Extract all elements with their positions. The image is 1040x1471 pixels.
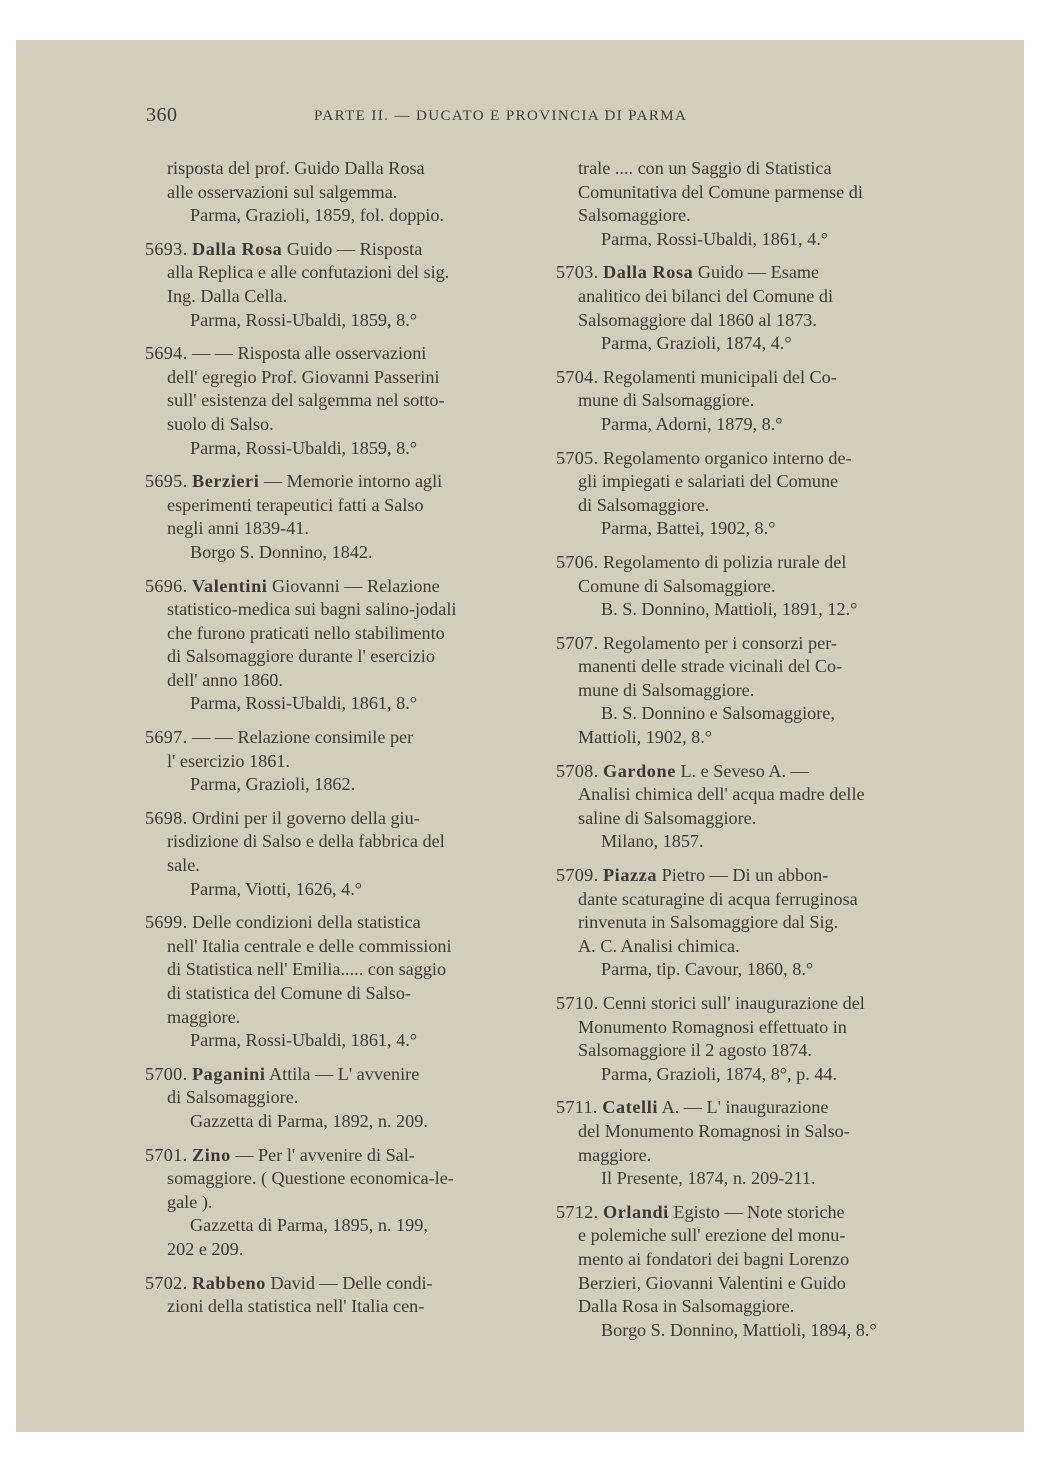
entry-number: 5698. bbox=[145, 807, 188, 828]
entry-text: Salsomaggiore. bbox=[578, 205, 691, 226]
entry-line bbox=[556, 551, 945, 575]
entry-number: 5710. bbox=[556, 993, 599, 1013]
entry-number: 5696. bbox=[145, 575, 188, 596]
entry-text: Giovanni — Relazione bbox=[272, 575, 440, 596]
entry-imprint: Parma, Battei, 1902, 8.° bbox=[601, 518, 776, 539]
entry-number: 5712. bbox=[556, 1201, 599, 1222]
entry-author: Zino bbox=[191, 1144, 231, 1165]
entry-line bbox=[145, 830, 530, 854]
catalog-entry bbox=[556, 366, 945, 437]
entry-line bbox=[556, 1016, 945, 1040]
entry-author: Gardone bbox=[602, 760, 676, 781]
entry-line bbox=[556, 261, 945, 285]
catalog-entry bbox=[556, 1201, 945, 1343]
entry-imprint: Borgo S. Donnino, 1842. bbox=[190, 541, 373, 562]
entry-text: Berzieri, Giovanni Valentini e Guido bbox=[578, 1272, 846, 1293]
entry-imprint: Parma, Rossi-Ubaldi, 1861, 8.° bbox=[190, 693, 418, 714]
catalog-entry bbox=[145, 575, 530, 717]
entry-line bbox=[556, 632, 945, 656]
entry-number: 5694. bbox=[145, 343, 188, 364]
entry-line bbox=[556, 1096, 945, 1120]
entry-line bbox=[556, 470, 945, 494]
entry-line bbox=[145, 1191, 530, 1215]
entry-text: alle osservazioni sul salgemma. bbox=[167, 181, 398, 202]
entry-imprint: 202 e 209. bbox=[167, 1238, 244, 1259]
entry-line bbox=[145, 645, 530, 669]
entry-text: Delle condizioni della statistica bbox=[191, 912, 421, 933]
entry-line bbox=[145, 982, 530, 1006]
entry-line bbox=[145, 1272, 530, 1296]
entry-line bbox=[145, 261, 530, 285]
entry-text: Monumento Romagnosi effettuato in bbox=[578, 1016, 847, 1037]
entry-text: Attila — L' avvenire bbox=[269, 1063, 420, 1084]
entry-line bbox=[145, 470, 530, 494]
entry-text: Comunitativa del Comune parmense di bbox=[578, 181, 863, 202]
entry-text: Regolamento di polizia rurale del bbox=[602, 551, 847, 572]
catalog-entry bbox=[556, 157, 945, 251]
entry-imprint: B. S. Donnino, Mattioli, 1891, 12.° bbox=[601, 599, 858, 620]
entry-line bbox=[145, 366, 530, 390]
entry-line bbox=[145, 413, 530, 437]
entry-line bbox=[145, 389, 530, 413]
entry-text: sale. bbox=[167, 855, 200, 876]
entry-line bbox=[145, 598, 530, 622]
catalog-entry bbox=[556, 1096, 945, 1190]
catalog-entry bbox=[145, 342, 530, 460]
entry-text: Analisi chimica dell' acqua madre delle bbox=[578, 784, 865, 805]
entry-line bbox=[145, 669, 530, 693]
entry-line bbox=[556, 760, 945, 784]
entry-line bbox=[556, 575, 945, 599]
right-column bbox=[556, 157, 945, 1352]
entry-line bbox=[145, 494, 530, 518]
entry-imprint: Parma, Grazioli, 1859, fol. doppio. bbox=[190, 205, 445, 226]
entry-text: che furono praticati nello stabilimento bbox=[167, 622, 445, 643]
entry-line bbox=[556, 783, 945, 807]
entry-line bbox=[145, 181, 530, 205]
entry-text: manenti delle strade vicinali del Co- bbox=[578, 656, 843, 677]
entry-line bbox=[145, 935, 530, 959]
entry-author: Valentini bbox=[191, 575, 268, 596]
entry-imprint: Gazzetta di Parma, 1892, n. 209. bbox=[190, 1110, 428, 1131]
entry-line bbox=[556, 389, 945, 413]
catalog-entry bbox=[556, 261, 945, 355]
entry-imprint: Parma, Rossi-Ubaldi, 1861, 4.° bbox=[601, 228, 829, 249]
entry-imprint: B. S. Donnino e Salsomaggiore, bbox=[601, 703, 835, 724]
entry-line bbox=[556, 204, 945, 228]
entry-number: 5704. bbox=[556, 366, 599, 387]
entry-text: esperimenti terapeutici fatti a Salso bbox=[167, 494, 424, 515]
page-number: 360 bbox=[146, 104, 178, 126]
entry-text: Regolamenti municipali del Co- bbox=[602, 366, 837, 387]
entry-line bbox=[145, 1295, 530, 1319]
entry-text: negli anni 1839-41. bbox=[167, 518, 309, 539]
entry-imprint: Parma, Grazioli, 1874, 4.° bbox=[601, 333, 792, 354]
entry-line bbox=[556, 494, 945, 518]
entry-number: 5711. bbox=[556, 1097, 598, 1118]
entry-number: 5693. bbox=[145, 238, 188, 259]
entry-imprint: Parma, Viotti, 1626, 4.° bbox=[190, 878, 363, 899]
entry-line bbox=[556, 1120, 945, 1144]
entry-line bbox=[556, 366, 945, 390]
entry-line bbox=[145, 1063, 530, 1087]
entry-text: A. — L' inaugurazione bbox=[661, 1097, 829, 1118]
entry-imprint: Parma, Grazioli, 1862. bbox=[190, 774, 356, 795]
entry-text: dante scaturagine di acqua ferruginosa bbox=[578, 888, 858, 909]
entry-text: David — Delle condi- bbox=[270, 1272, 433, 1293]
entry-author: Dalla Rosa bbox=[191, 238, 283, 259]
entry-text: nell' Italia centrale e delle commissioni bbox=[167, 935, 452, 956]
entry-text: zioni della statistica nell' Italia cen- bbox=[167, 1296, 425, 1317]
entry-line bbox=[556, 181, 945, 205]
entry-number: 5709. bbox=[556, 865, 599, 886]
entry-line bbox=[145, 958, 530, 982]
entry-text: Cenni storici sull' inaugurazione del bbox=[602, 993, 865, 1013]
entry-number: 5702. bbox=[145, 1272, 188, 1293]
entry-text: — Memorie intorno agli bbox=[263, 471, 443, 492]
entry-line bbox=[145, 854, 530, 878]
entry-line bbox=[145, 517, 530, 541]
catalog-entry bbox=[145, 1063, 530, 1134]
catalog-entry bbox=[556, 760, 945, 854]
entry-author: Dalla Rosa bbox=[602, 262, 694, 283]
entry-line bbox=[145, 750, 530, 774]
entry-line bbox=[145, 807, 530, 831]
entry-author: Paganini bbox=[191, 1063, 266, 1084]
entry-text: di Salsomaggiore durante l' esercizio bbox=[167, 646, 435, 667]
entry-number: 5707. bbox=[556, 632, 599, 653]
entry-imprint: Milano, 1857. bbox=[601, 831, 704, 852]
catalog-entry bbox=[145, 470, 530, 564]
entry-line bbox=[556, 1248, 945, 1272]
entry-line bbox=[556, 1272, 945, 1296]
entry-line bbox=[556, 911, 945, 935]
entry-text: sull' esistenza del salgemma nel sotto- bbox=[167, 390, 445, 411]
entry-line bbox=[556, 807, 945, 831]
catalog-entry bbox=[145, 726, 530, 797]
entry-text: mune di Salsomaggiore. bbox=[578, 390, 755, 411]
entry-text: del Monumento Romagnosi in Salso- bbox=[578, 1120, 850, 1141]
entry-author: Rabbeno bbox=[191, 1272, 266, 1293]
catalog-entry bbox=[556, 992, 945, 1086]
entry-text: Ing. Dalla Cella. bbox=[167, 285, 288, 306]
entry-text: Dalla Rosa in Salsomaggiore. bbox=[578, 1296, 795, 1317]
catalog-entry bbox=[556, 551, 945, 622]
entry-text: somaggiore. ( Questione economica-le- bbox=[167, 1168, 454, 1189]
entry-text: gli impiegati e salariati del Comune bbox=[578, 471, 839, 492]
entry-imprint: Parma, Rossi-Ubaldi, 1861, 4.° bbox=[190, 1030, 418, 1051]
catalog-entry bbox=[145, 807, 530, 901]
entry-text: risdizione di Salso e della fabbrica del bbox=[167, 831, 445, 852]
catalog-entry bbox=[556, 447, 945, 541]
entry-line bbox=[556, 309, 945, 333]
entry-text: A. C. Analisi chimica. bbox=[578, 935, 740, 956]
entry-line bbox=[145, 622, 530, 646]
entry-imprint: Parma, Adorni, 1879, 8.° bbox=[601, 413, 783, 434]
entry-imprint: Borgo S. Donnino, Mattioli, 1894, 8.° bbox=[601, 1319, 877, 1340]
entry-line bbox=[145, 911, 530, 935]
entry-line bbox=[145, 238, 530, 262]
entry-line bbox=[145, 1167, 530, 1191]
entry-line bbox=[556, 447, 945, 471]
entry-text: Comune di Salsomaggiore. bbox=[578, 575, 776, 596]
catalog-entry bbox=[556, 864, 945, 982]
entry-imprint: Gazzetta di Parma, 1895, n. 199, bbox=[190, 1215, 428, 1236]
entry-imprint: Parma, Rossi-Ubaldi, 1859, 8.° bbox=[190, 309, 418, 330]
entry-text: Regolamento organico interno de- bbox=[602, 447, 852, 468]
entry-author: Berzieri bbox=[191, 471, 260, 492]
entry-line bbox=[556, 157, 945, 181]
entry-number: 5700. bbox=[145, 1063, 188, 1084]
entry-text: mento ai fondatori dei bagni Lorenzo bbox=[578, 1248, 850, 1269]
entry-line bbox=[556, 1144, 945, 1168]
entry-text: maggiore. bbox=[578, 1144, 652, 1165]
entry-text: saline di Salsomaggiore. bbox=[578, 807, 757, 828]
entry-text: di Salsomaggiore. bbox=[578, 494, 710, 515]
entry-text: Guido — Risposta bbox=[286, 238, 423, 259]
catalog-entry bbox=[145, 238, 530, 332]
entry-number: 5703. bbox=[556, 262, 599, 283]
entry-text: maggiore. bbox=[167, 1006, 241, 1027]
entry-text: dell' egregio Prof. Giovanni Passerini bbox=[167, 366, 440, 387]
entry-line bbox=[145, 285, 530, 309]
entry-line bbox=[145, 1144, 530, 1168]
entry-text: Egisto — Note storiche bbox=[673, 1201, 845, 1222]
entry-text: Guido — Esame bbox=[697, 262, 820, 283]
entry-text: trale .... con un Saggio di Statistica bbox=[578, 158, 832, 178]
entry-text: L. e Seveso A. — bbox=[680, 760, 809, 781]
entry-imprint: Parma, tip. Cavour, 1860, 8.° bbox=[601, 959, 814, 980]
entry-line bbox=[145, 342, 530, 366]
entry-text: analitico dei bilanci del Comune di bbox=[578, 285, 834, 306]
entry-text: rinvenuta in Salsomaggiore dal Sig. bbox=[578, 912, 839, 933]
entry-text: gale ). bbox=[167, 1191, 213, 1212]
entry-author: Orlandi bbox=[602, 1201, 669, 1222]
entry-author: Catelli bbox=[602, 1097, 659, 1118]
entry-number: 5699. bbox=[145, 912, 188, 933]
entry-line bbox=[556, 1039, 945, 1063]
entry-imprint: Parma, Rossi-Ubaldi, 1859, 8.° bbox=[190, 437, 418, 458]
entry-text: — Per l' avvenire di Sal- bbox=[235, 1144, 415, 1165]
entry-line bbox=[556, 864, 945, 888]
entry-text: di statistica del Comune di Salso- bbox=[167, 983, 411, 1003]
entry-text: statistico-medica sui bagni salino-jodali bbox=[167, 599, 457, 620]
entry-line bbox=[145, 575, 530, 599]
entry-imprint: Parma, Grazioli, 1874, 8°, p. 44. bbox=[601, 1063, 838, 1084]
entry-line bbox=[556, 679, 945, 703]
entry-text: mune di Salsomaggiore. bbox=[578, 679, 755, 700]
entry-text: Regolamento per i consorzi per- bbox=[602, 632, 837, 653]
entry-text: Salsomaggiore dal 1860 al 1873. bbox=[578, 309, 817, 330]
entry-text: l' esercizio 1861. bbox=[167, 750, 290, 771]
catalog-entry bbox=[145, 911, 530, 1053]
entry-text: dell' anno 1860. bbox=[167, 669, 283, 690]
entry-line bbox=[145, 1086, 530, 1110]
entry-line bbox=[556, 655, 945, 679]
entry-line bbox=[556, 935, 945, 959]
entry-number: 5708. bbox=[556, 760, 599, 781]
entry-line bbox=[556, 992, 945, 1016]
entry-number: 5695. bbox=[145, 471, 188, 492]
entry-line bbox=[556, 888, 945, 912]
running-title: PARTE II. — DUCATO E PROVINCIA DI PARMA bbox=[314, 108, 688, 124]
entry-line bbox=[145, 726, 530, 750]
entry-line bbox=[556, 1224, 945, 1248]
entry-text: Pietro — Di un abbon- bbox=[661, 865, 829, 886]
entry-line bbox=[556, 1295, 945, 1319]
entry-text: — — Relazione consimile per bbox=[191, 727, 414, 748]
entry-line bbox=[145, 157, 530, 181]
entry-number: 5697. bbox=[145, 727, 188, 748]
entry-number: 5701. bbox=[145, 1144, 188, 1165]
entry-text: suolo di Salso. bbox=[167, 413, 274, 434]
entry-text: alla Replica e alle confutazioni del sig. bbox=[167, 262, 450, 283]
catalog-entry bbox=[145, 1272, 530, 1319]
entry-line bbox=[556, 1201, 945, 1225]
entry-imprint: Il Presente, 1874, n. 209-211. bbox=[601, 1168, 816, 1189]
catalog-entry bbox=[145, 157, 530, 228]
entry-text: Salsomaggiore il 2 agosto 1874. bbox=[578, 1040, 812, 1061]
entry-text: — — Risposta alle osservazioni bbox=[191, 343, 427, 364]
entry-text: di Salsomaggiore. bbox=[167, 1087, 299, 1108]
entry-text: risposta del prof. Guido Dalla Rosa bbox=[167, 158, 425, 178]
entry-number: 5706. bbox=[556, 551, 599, 572]
entry-imprint: Mattioli, 1902, 8.° bbox=[578, 727, 713, 748]
entry-line bbox=[556, 285, 945, 309]
left-column bbox=[145, 157, 530, 1329]
catalog-entry bbox=[556, 632, 945, 750]
catalog-entry bbox=[145, 1144, 530, 1262]
entry-text: e polemiche sull' erezione del monu- bbox=[578, 1225, 846, 1246]
entry-line bbox=[145, 1006, 530, 1030]
entry-text: Ordini per il governo della giu- bbox=[191, 807, 420, 828]
entry-number: 5705. bbox=[556, 447, 599, 468]
entry-author: Piazza bbox=[602, 865, 658, 886]
entry-text: di Statistica nell' Emilia..... con saggio bbox=[167, 959, 447, 980]
